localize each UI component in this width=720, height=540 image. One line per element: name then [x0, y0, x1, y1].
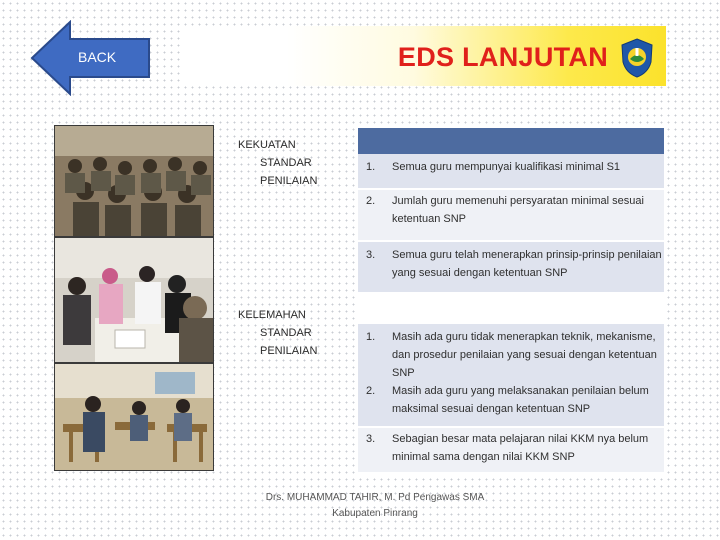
back-button-label: BACK [78, 49, 117, 65]
kelemahan-subheading: STANDAR PENILAIAN [260, 327, 318, 357]
item-text: Jumlah guru memenuhi persyaratan minimal sesuai ketentuan SNP [392, 195, 644, 225]
back-button[interactable] [30, 20, 152, 96]
item-text: Masih ada guru yang melaksanakan penilaian belum maksimal sesuai dengan ketentuan SNP [392, 385, 649, 415]
footer-location: Kabupaten Pinrang [332, 508, 418, 519]
kekuatan-item [358, 190, 664, 242]
item-number: 2. [366, 385, 376, 397]
item-number: 1. [366, 161, 376, 173]
kelemahan-label [232, 309, 358, 474]
assessment-table [232, 128, 664, 474]
kelemahan-items [358, 324, 664, 474]
photo-classroom [54, 363, 214, 471]
kelemahan-section [232, 309, 664, 474]
item-text: Sebagian besar mata pelajaran nilai KKM nya belum minimal sama dengan nilai KKM SNP [392, 433, 649, 463]
section-divider [358, 294, 664, 324]
footer-author: Drs. MUHAMMAD TAHIR, M. Pd Pengawas SMA [265, 492, 485, 503]
item-text: Semua guru telah menerapkan prinsip-prinsip penilaian yang sesuai dengan ketentuan SNP [392, 249, 662, 279]
item-number: 2. [366, 195, 376, 207]
table-header-bar [358, 128, 664, 154]
item-number: 3. [366, 249, 376, 261]
kekuatan-item [358, 242, 664, 294]
kekuatan-section [232, 139, 664, 294]
school-emblem-icon [620, 38, 654, 78]
photo-meeting-hall [54, 125, 214, 237]
item-number: 3. [366, 433, 376, 445]
kekuatan-label [232, 139, 358, 294]
kekuatan-subheading: STANDAR PENILAIAN [260, 157, 318, 187]
kekuatan-item [358, 154, 664, 190]
item-text: Semua guru mempunyai kualifikasi minimal S1 [392, 161, 621, 173]
kelemahan-item-group [358, 324, 664, 428]
kelemahan-item [358, 428, 664, 474]
kelemahan-item [358, 382, 664, 418]
kelemahan-item [358, 328, 664, 382]
page-title: EDS LANJUTAN [397, 42, 608, 72]
footer-credit [220, 490, 530, 522]
photo-group-discussion [54, 237, 214, 363]
title-banner [180, 26, 666, 86]
item-number: 1. [366, 331, 376, 343]
kekuatan-items [358, 154, 664, 294]
kelemahan-heading: KELEMAHAN [238, 309, 306, 321]
kekuatan-heading: KEKUATAN [238, 139, 296, 151]
item-text: Masih ada guru tidak menerapkan teknik, mekanisme, dan prosedur penilaian yang sesuai dengan ketentuan SNP [392, 331, 657, 379]
